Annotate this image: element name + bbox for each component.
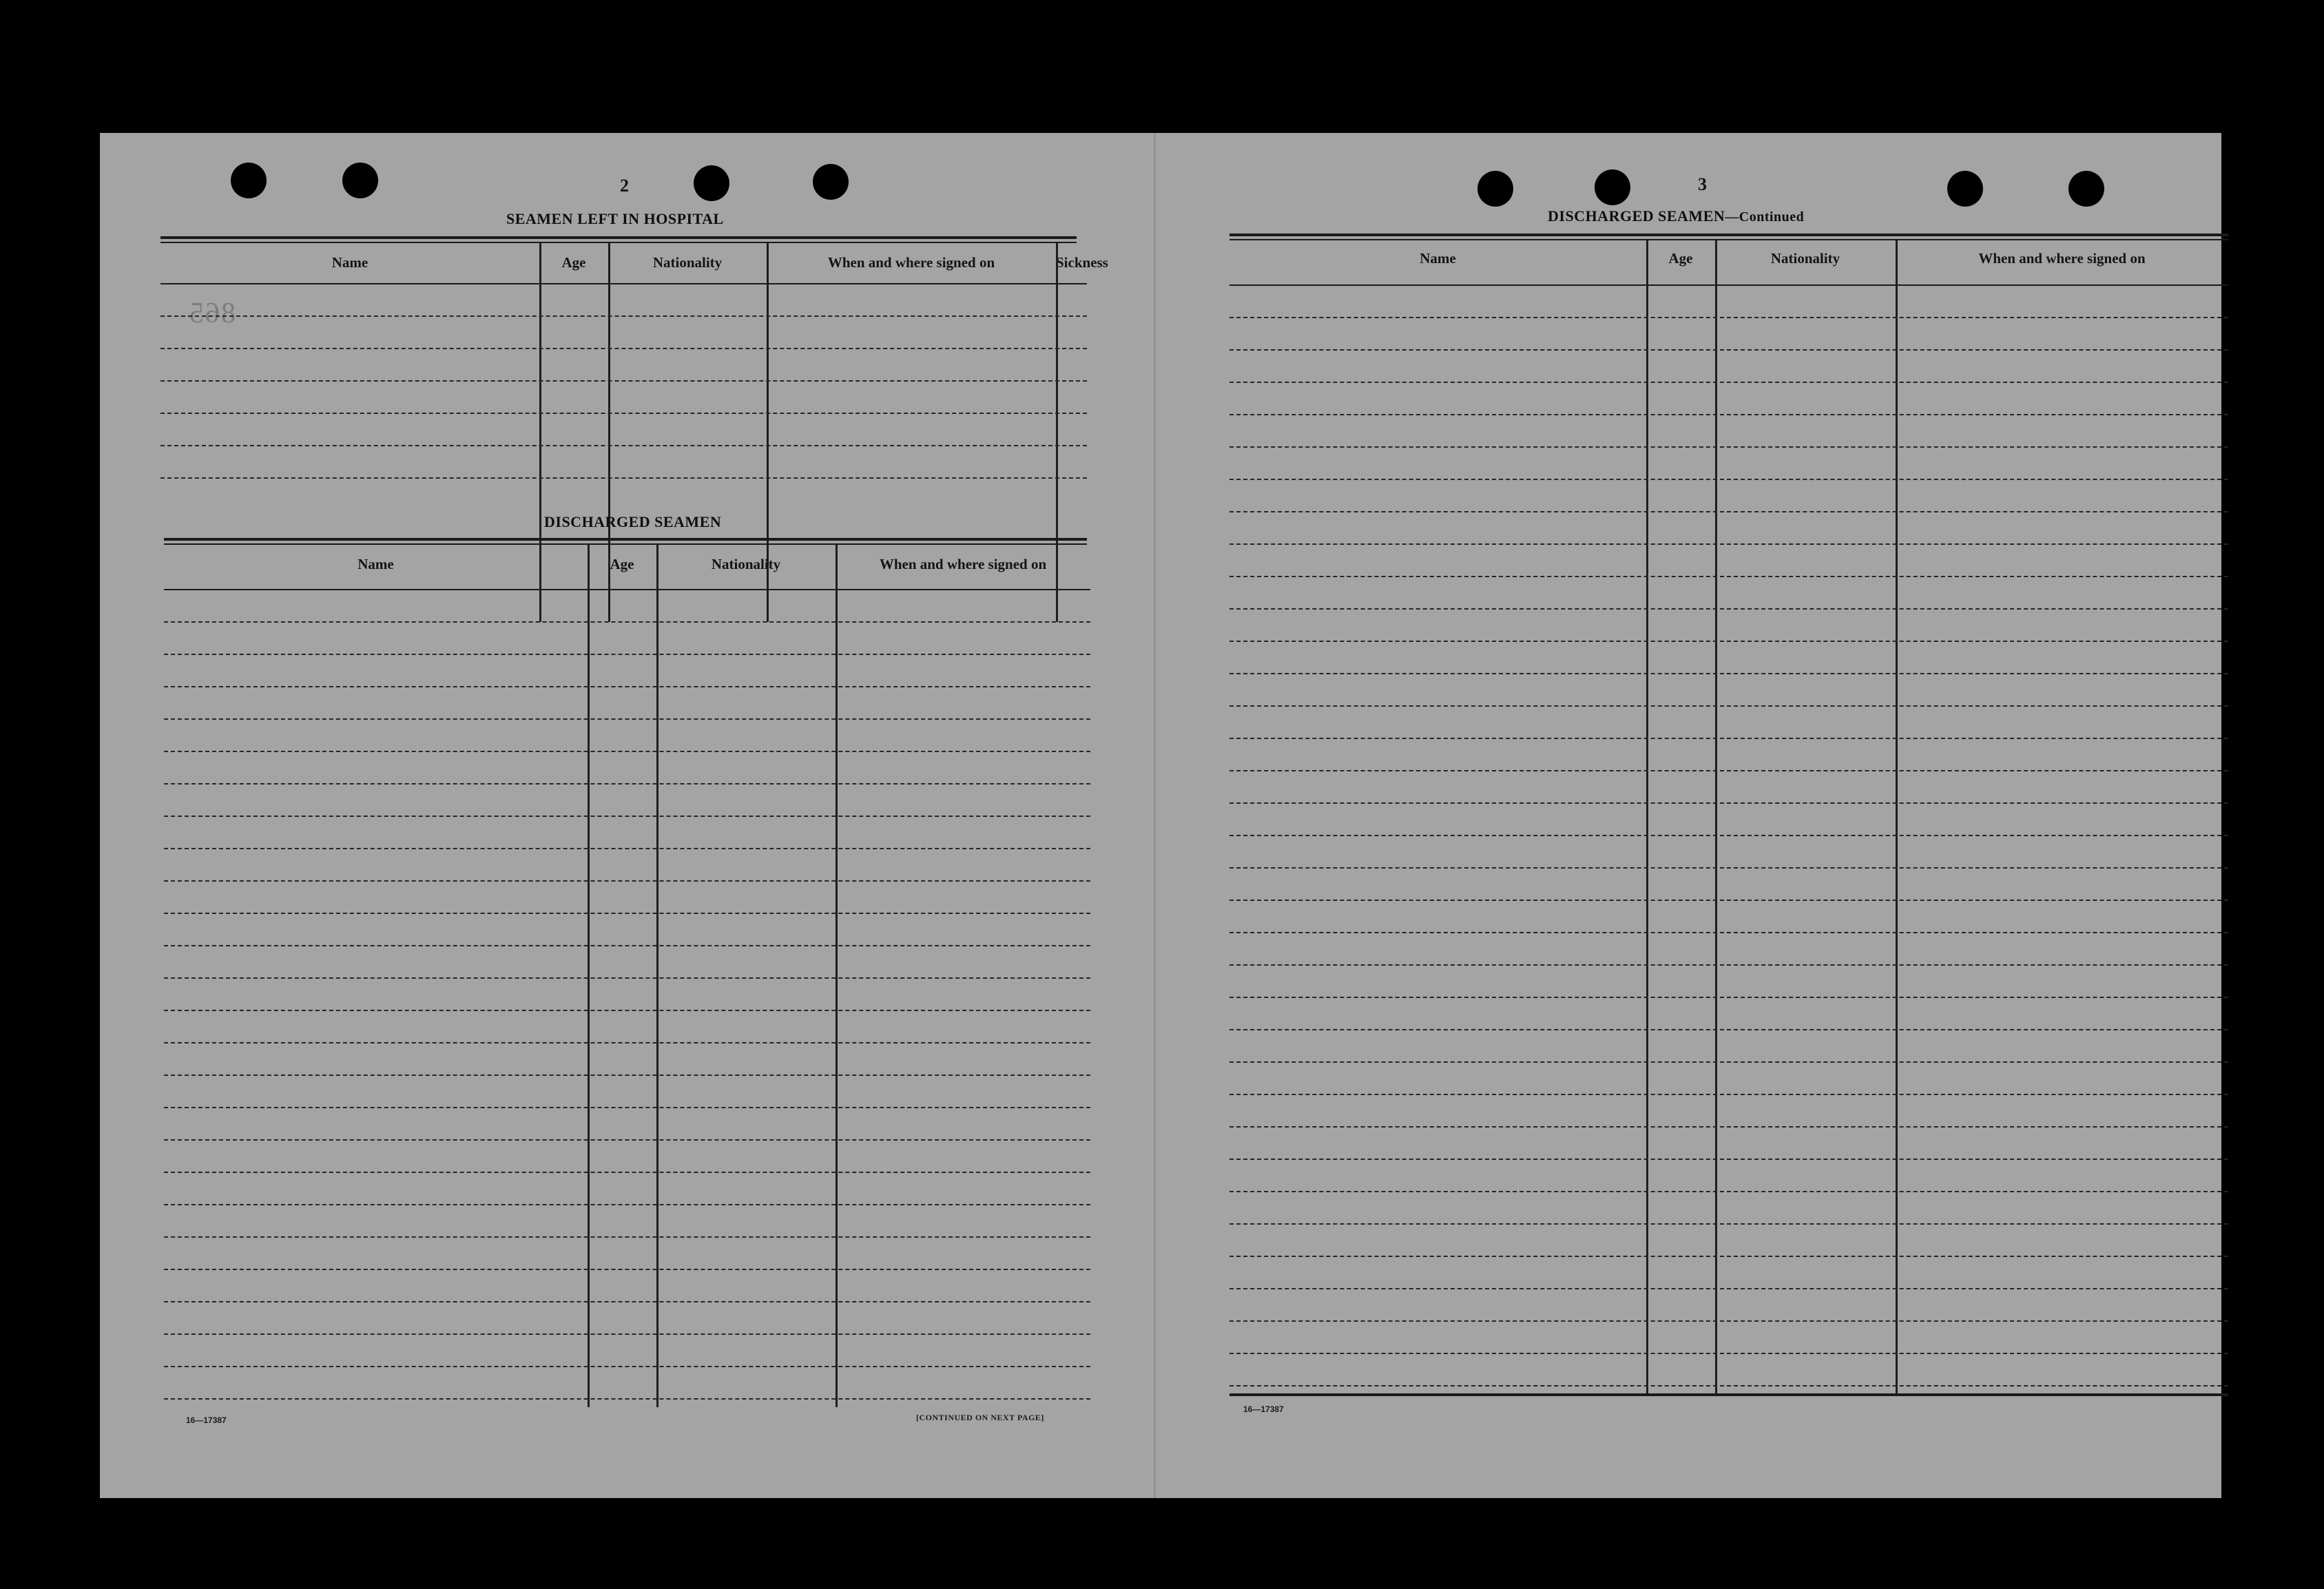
form-sheet	[100, 133, 2221, 1498]
blank-entry-row	[1230, 673, 2228, 674]
blank-entry-row	[1230, 1223, 2228, 1225]
column-header-sickness: Sickness	[1056, 254, 1108, 271]
blank-entry-row	[164, 654, 1090, 655]
punch-hole	[231, 163, 267, 198]
blank-entry-row	[164, 848, 1090, 849]
form-code: 16—17387	[186, 1415, 227, 1425]
column-header-when-and-where-signed-on: When and where signed on	[879, 556, 1047, 572]
punch-hole	[342, 163, 378, 198]
blank-entry-row	[1230, 1159, 2228, 1160]
blank-entry-row	[1230, 576, 2228, 577]
punch-hole	[2068, 171, 2104, 207]
blank-entry-row	[1230, 608, 2228, 610]
title-suffix: —Continued	[1725, 209, 1805, 225]
blank-entry-row	[164, 1204, 1090, 1205]
column-header-age: Age	[610, 556, 634, 572]
punch-hole	[1947, 171, 1983, 207]
blank-entry-row	[1230, 1385, 2228, 1387]
page-fold	[1154, 133, 1156, 1498]
blank-entry-row	[164, 1366, 1090, 1367]
blank-entry-row	[160, 348, 1087, 349]
blank-entry-row	[164, 751, 1090, 752]
page-number: 2	[620, 176, 629, 196]
column-header-name: Name	[1420, 250, 1456, 267]
header-rule	[164, 589, 1090, 590]
column-header-age: Age	[561, 254, 586, 271]
blank-entry-row	[164, 686, 1090, 687]
form-code: 16—17387	[1243, 1404, 1284, 1414]
blank-entry-row	[1230, 1256, 2228, 1257]
hospital-section-title: SEAMEN LEFT IN HOSPITAL	[506, 210, 724, 227]
blank-entry-row	[164, 816, 1090, 817]
column-header-name: Name	[331, 254, 369, 271]
punch-hole	[813, 164, 849, 200]
blank-entry-row	[1230, 641, 2228, 642]
blank-entry-row	[160, 445, 1087, 446]
punch-hole	[694, 165, 729, 201]
column-header-when-and-where-signed-on: When and where signed on	[1978, 250, 2146, 267]
blank-entry-row	[164, 1269, 1090, 1270]
column-divider	[836, 545, 838, 1407]
column-divider	[588, 545, 590, 1407]
blank-entry-row	[1230, 964, 2228, 966]
blank-entry-row	[164, 913, 1090, 914]
blank-entry-row	[1230, 1320, 2228, 1322]
blank-entry-row	[164, 977, 1090, 979]
blank-entry-row	[1230, 446, 2228, 448]
blank-entry-row	[1230, 997, 2228, 998]
blank-entry-row	[164, 718, 1090, 720]
title-main: DISCHARGED SEAMEN	[1548, 207, 1725, 225]
page-number: 3	[1698, 174, 1707, 194]
column-header-when-and-where-signed-on: When and where signed on	[827, 254, 995, 271]
section-rule	[1230, 233, 2228, 236]
header-rule	[160, 283, 1087, 284]
continued-table	[1230, 240, 2228, 1394]
section-rule	[1230, 1393, 2228, 1396]
blank-entry-row	[164, 1333, 1090, 1335]
blank-entry-row	[164, 1236, 1090, 1238]
punch-hole	[1477, 171, 1513, 207]
blank-entry-row	[1230, 382, 2228, 383]
blank-entry-row	[164, 880, 1090, 882]
blank-entry-row	[1230, 414, 2228, 415]
punch-hole	[1595, 169, 1630, 205]
blank-entry-row	[1230, 1061, 2228, 1063]
blank-entry-row	[164, 1107, 1090, 1108]
blank-entry-row	[1230, 349, 2228, 351]
blank-entry-row	[1230, 867, 2228, 869]
column-header-age: Age	[1668, 250, 1693, 267]
blank-entry-row	[1230, 1191, 2228, 1192]
blank-entry-row	[1230, 479, 2228, 480]
blank-entry-row	[1230, 705, 2228, 707]
blank-entry-row	[160, 380, 1087, 382]
blank-entry-row	[164, 1074, 1090, 1076]
column-divider	[656, 545, 658, 1407]
blank-entry-row	[1230, 738, 2228, 739]
blank-entry-row	[164, 1139, 1090, 1141]
blank-entry-row	[1230, 1126, 2228, 1128]
blank-entry-row	[164, 1010, 1090, 1011]
blank-entry-row	[1230, 802, 2228, 804]
blank-entry-row	[160, 413, 1087, 414]
continued-note: [CONTINUED ON NEXT PAGE]	[916, 1413, 1044, 1422]
section-rule	[160, 236, 1077, 239]
faint-stamp: 865	[188, 298, 236, 329]
blank-entry-row	[1230, 1029, 2228, 1030]
column-header-nationality: Nationality	[652, 254, 723, 271]
blank-entry-row	[160, 477, 1087, 479]
column-header-nationality: Nationality	[711, 556, 781, 572]
section-rule	[164, 538, 1087, 541]
blank-entry-row	[1230, 1288, 2228, 1289]
blank-entry-row	[160, 315, 1087, 317]
blank-entry-row	[1230, 317, 2228, 318]
blank-entry-row	[1230, 835, 2228, 836]
blank-entry-row	[1230, 1353, 2228, 1354]
blank-entry-row	[164, 945, 1090, 946]
discharged-section-title: DISCHARGED SEAMEN	[544, 513, 722, 530]
column-header-nationality: Nationality	[1770, 250, 1840, 267]
blank-entry-row	[164, 1398, 1090, 1400]
blank-entry-row	[164, 1301, 1090, 1302]
continued-section-title	[1548, 207, 1804, 225]
column-header-name: Name	[357, 556, 394, 572]
blank-entry-row	[1230, 543, 2228, 545]
blank-entry-row	[1230, 770, 2228, 771]
discharged-table	[164, 545, 1090, 1407]
blank-entry-row	[164, 621, 1090, 623]
blank-entry-row	[1230, 511, 2228, 512]
blank-entry-row	[1230, 932, 2228, 933]
blank-entry-row	[164, 783, 1090, 785]
blank-entry-row	[1230, 900, 2228, 901]
blank-entry-row	[1230, 1094, 2228, 1095]
blank-entry-row	[164, 1172, 1090, 1173]
header-rule	[1230, 284, 2228, 286]
blank-entry-row	[164, 1042, 1090, 1043]
